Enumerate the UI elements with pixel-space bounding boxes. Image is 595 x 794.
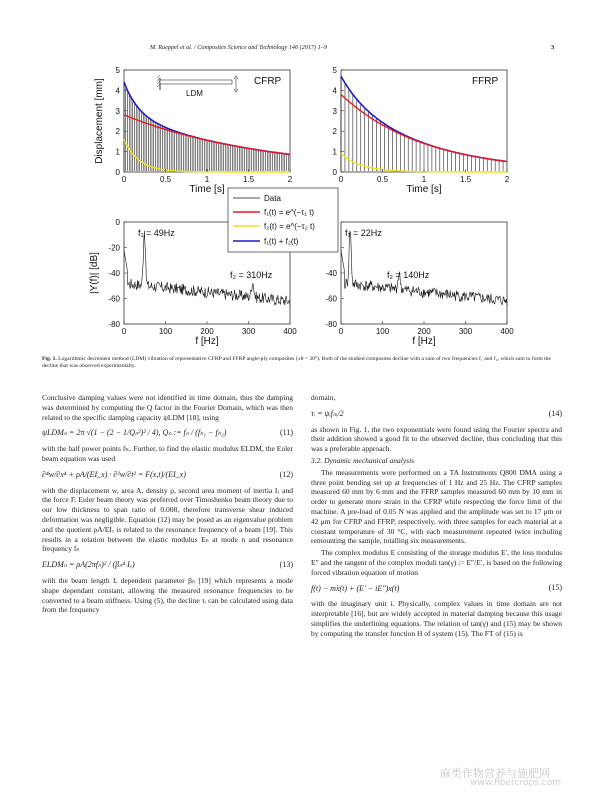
right-column [311, 393, 562, 641]
equation-body: τᵢ = ψᵢfₙᵢ/2 [311, 408, 344, 418]
paragraph: with the beam length L dependent parameter βₙ [19] which represents a mode shape dependant constant, allowing the measured resonance frequencies to be converted to a beam stiffness. Using (5), the decline τᵢ can be calculated using data from the frequency [42, 575, 293, 615]
equation-14 [311, 409, 562, 419]
paragraph: with the half power points fₕᵢ. Further, to find the elastic modulus ELDM, the Euler beam equation was used [42, 444, 293, 463]
x-tick-label: 0.5 [376, 175, 389, 184]
equation-number: (14) [548, 408, 562, 418]
y-tick-label: 5 [115, 66, 120, 75]
ldm-label: LDM [186, 89, 203, 98]
equation-body: ψLDMₙ = 2π √(1 − (2 − 1/Qₙ²)² / 4), Qₙ := fₙ / (fₕ₁ − fₕ₂) [42, 428, 227, 438]
paragraph: with the displacement w, area A, density ρ, second area moment of inertia Iₓ and the force F. Euler beam theory was preferred over Timoshenko beam theory due to our low thickness to span ratio of 0.008, therefore transverse shear induced deformation was negligible. Equation (12) may be posed as an eigenvalue problem and the quotient ρA/EIₓ is related to the resonance frequency of a beam [19]. This results in a relation between the elastic modulus Eₙ at mode n and resonance frequency fₙ [42, 485, 293, 554]
equation-11 [42, 428, 293, 438]
y-tick-label: -40 [108, 269, 120, 278]
x-tick-label: 0 [338, 175, 344, 184]
paragraph: with the imaginary unit i. Physically, complex values in time domain are not interpretable [16], but are widely accepted in material damping because this usage simplifies the underlining equations. The relation of tan(γ) and (15) may be shown by computing the transfer function H of system (15). The FT of (15) is [311, 599, 562, 638]
left-column [42, 393, 293, 617]
cfrp-label: CFRP [254, 76, 282, 87]
x-tick-label: 1.5 [459, 175, 472, 184]
x-tick-label: 2 [504, 175, 510, 184]
paragraph: The complex modulus E consisting of the storage modulus E′, the loss modulus E″ and the tangent of the complex moduli tan(γ) := E″/E′, is based on the following forced vibration equation of motion [311, 548, 562, 577]
equation-body: f(t) − mẍ(t) + (E′ − iE″)x(t) [311, 583, 400, 593]
y-tick-label: -60 [325, 294, 337, 304]
y-tick-label: -80 [108, 320, 120, 329]
y-tick-label: -80 [325, 320, 337, 329]
x-tick-label: 300 [241, 327, 256, 336]
journal-reference: M. Rueppel et al. / Composites Science and Technology 146 (2017) 1–9 [150, 44, 327, 51]
x-tick-label: 0 [338, 327, 344, 336]
legend-sum: f₁(t) + f₂(t) [264, 237, 299, 246]
section-heading: 3.2. Dynamic mechanical analysis [311, 455, 415, 465]
peak2-label: f₂ = 310Hz [230, 270, 273, 280]
x-axis-label: f [Hz] [195, 336, 219, 347]
x-tick-label: 1 [421, 175, 427, 184]
x-tick-label: 200 [200, 327, 214, 336]
x-tick-label: 400 [283, 327, 297, 336]
y-tick-label: 0 [115, 168, 120, 177]
y-axis-label: Displacement [mm] [94, 78, 105, 164]
x-tick-label: 100 [158, 327, 173, 336]
y-tick-label: 4 [332, 86, 337, 96]
x-tick-label: 2 [287, 175, 293, 184]
panel-ffrp [333, 66, 510, 195]
panel-spectrum-ffrp [325, 218, 514, 347]
caption-lead: Fig. 1. [42, 356, 57, 362]
y-tick-label: 3 [332, 106, 337, 116]
peak1-label: f₁ = 22Hz [345, 228, 382, 238]
y-axis-label: |Y(f)| [dB] [89, 252, 100, 294]
equation-13 [42, 560, 293, 570]
equation-number: (13) [279, 560, 293, 570]
legend-f1: f₁(t) = e^(−τ₁ t) [264, 208, 315, 217]
y-tick-label: -40 [325, 269, 337, 278]
legend-data: Data [264, 194, 281, 203]
watermark-text: 麻类作物营养与施肥网 [440, 767, 550, 780]
equation-number: (15) [548, 583, 562, 593]
figure-1 [70, 60, 520, 350]
peak2-label: f₂ = 140Hz [387, 270, 430, 280]
equation-body: ELDMₙ = ρA(2πfₙ)² / (βₙ⁴ Iₓ) [42, 560, 135, 570]
y-tick-label: 2 [332, 127, 337, 137]
x-tick-label: 0 [121, 175, 127, 184]
paragraph: domain, [311, 393, 336, 402]
y-tick-label: 1 [115, 147, 120, 157]
caption-text: Logarithmic decrement method (LDM) vibration of representative CFRP and FFRP angle-ply composites (±θ = 30°). Both of the studied composites decline with a sum of two frequencies f₁ and f₂, which sum to form the decline that was observed experimentally. [42, 356, 551, 370]
paragraph: Conclusive damping values were not identified in time domain, thus the damping was determined by computing the Q factor in the Fourier Domain, which was then related to the specific damping capacity ψLDM [18], using [42, 393, 293, 422]
x-tick-label: 1 [204, 175, 210, 184]
paragraph: The measurements were performed on a TA Instruments Q800 DMA using a three point bending set up at frequencies of 1 Hz and 25 Hz. The CFRP samples measured 60 mm by 6 mm and the FFRP samples measured 60 mm by 10 mm in order to generate more strain in the CFRP while respecting the force limit of the machine. A pre-load of 0.05 N was applied and the amplitude was set to 17 μm or 42 μm for CFRP and FFRP, respectively, with three samples for each material at a constant temperature of 30 °C, with each measurement repeated twice including remounting the sample, totalling six measurements. [311, 467, 562, 546]
y-tick-label: -20 [108, 243, 120, 253]
legend [228, 188, 338, 252]
x-tick-label: 0 [121, 327, 127, 336]
y-tick-label: 0 [332, 168, 337, 177]
legend-f2: f₂(t) = e^(−τ₂ t) [264, 222, 315, 231]
y-tick-label: 5 [332, 66, 337, 75]
y-tick-label: 3 [115, 106, 120, 116]
paragraph: as shown in Fig. 1, the two exponentials were found using the Fourier spectra and their addition showed a good fit to the observed decline, thus concluding that this was a preferable approach. [311, 424, 562, 454]
equation-15 [311, 584, 562, 594]
y-tick-label: 0 [115, 218, 120, 227]
x-tick-label: 1.5 [242, 175, 255, 184]
x-tick-label: 300 [458, 327, 473, 336]
y-tick-label: 1 [332, 147, 337, 157]
x-tick-label: 100 [375, 327, 390, 336]
y-tick-label: 2 [115, 127, 120, 137]
panel-cfrp [94, 66, 293, 195]
x-axis-label: f [Hz] [412, 336, 436, 347]
x-tick-label: 0.5 [159, 175, 172, 184]
equation-number: (11) [279, 428, 293, 438]
page-number: 3 [551, 44, 555, 51]
peak1-label: f₁ = 49Hz [138, 228, 175, 238]
x-tick-label: 400 [500, 327, 514, 336]
x-tick-label: 200 [417, 327, 431, 336]
y-tick-label: -60 [108, 294, 120, 304]
y-tick-label: 4 [115, 86, 120, 96]
x-axis-label: Time [s] [406, 184, 442, 195]
ffrp-label: FFRP [472, 76, 499, 87]
equation-number: (12) [279, 469, 293, 479]
watermark-url: www.fibercrops.com [470, 778, 561, 788]
equation-12 [42, 470, 293, 480]
running-header [0, 44, 595, 56]
x-axis-label: Time [s] [189, 184, 225, 195]
equation-body: ∂⁴w/∂x⁴ + ρA/(EI_x) · ∂²w/∂t² = F(x,t)/(EI_x) [42, 469, 186, 479]
figure-caption [42, 356, 554, 371]
